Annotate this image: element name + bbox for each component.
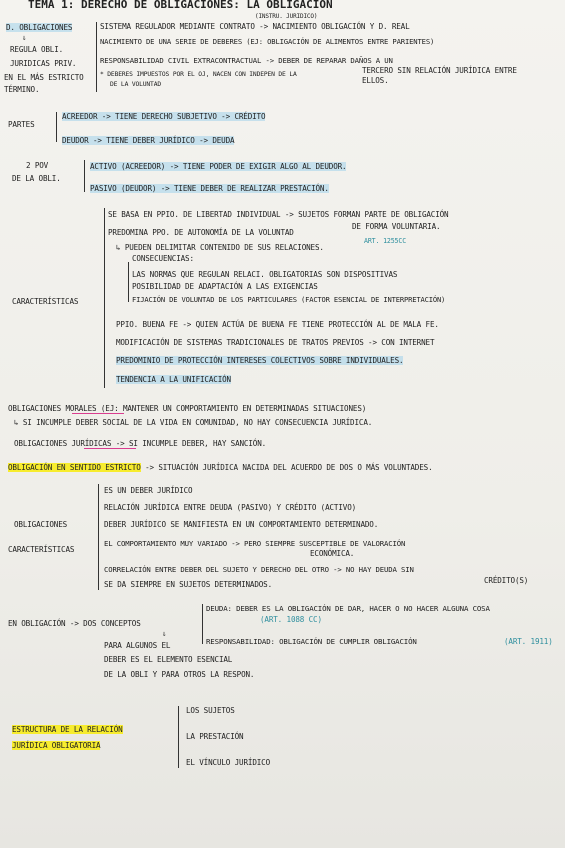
bracket — [96, 22, 97, 92]
list-item: PREDOMINA PPO. DE AUTONOMÍA DE LA VOLUNTAD — [108, 228, 294, 237]
responsabilidad-definition: RESPONSABILIDAD: OBLIGACIÓN DE CUMPLIR OBLIGACIÓN — [206, 637, 417, 646]
obligaciones-morales: OBLIGACIONES MORALES (EJ: MANTENER UN COMPORTAMIENTO EN DETERMINADAS SITUACIONES) — [8, 404, 367, 413]
pov-label: DE LA OBLI. — [12, 174, 61, 183]
deuda-definition: DEUDA: DEBER ES LA OBLIGACIÓN DE DAR, HACER O NO HACER ALGUNA COSA — [206, 604, 490, 613]
estructura-heading: JURÍDICA OBLIGATORIA — [12, 741, 101, 750]
down-arrow: ⇓ — [22, 33, 27, 42]
note-line: DEBER ES EL ELEMENTO ESENCIAL — [104, 655, 233, 664]
article-reference: (ART. 1911) — [504, 637, 553, 646]
caracteristicas-label: CARACTERÍSTICAS — [8, 545, 75, 554]
note-line: PARA ALGUNOS EL — [104, 641, 171, 650]
list-item: ACTIVO (ACREEDOR) -> TIENE PODER DE EXIGIR ALGO AL DEUDOR. — [90, 162, 347, 171]
article-reference: (ART. 1088 CC) — [260, 615, 322, 624]
list-item: MODIFICACIÓN DE SISTEMAS TRADICIONALES DE TRATOS PREVIOS -> CON INTERNET — [116, 338, 435, 347]
article-reference: ART. 1255CC — [364, 237, 407, 245]
bracket — [84, 160, 85, 192]
bracket — [202, 604, 203, 644]
page-title: TEMA 1: DERECHO DE OBLIGACIONES: LA OBLIGACION — [28, 0, 333, 11]
obligaciones-label: OBLIGACIONES — [14, 520, 68, 529]
section-heading-derecho-obligaciones: D. OBLIGACIONES — [6, 23, 73, 32]
list-item: CRÉDITO(S) — [484, 576, 529, 585]
note-line: DE LA OBLI Y PARA OTROS LA RESPON. — [104, 670, 255, 679]
list-item: CORRELACIÓN ENTRE DEBER DEL SUJETO Y DERECHO DEL OTRO -> NO HAY DEUDA SIN — [104, 565, 414, 574]
down-arrow: ⇓ — [162, 629, 167, 638]
list-item: ↳ PUEDEN DELIMITAR CONTENIDO DE SUS RELACIONES. — [116, 243, 324, 252]
list-item: PPIO. BUENA FE -> QUIEN ACTÚA DE BUENA FE TIENE PROTECCIÓN AL DE MALA FE. — [116, 320, 439, 329]
list-item: EL COMPORTAMIENTO MUY VARIADO -> PERO SIEMPRE SUSCEPTIBLE DE VALORACIÓN — [104, 539, 406, 548]
list-item: DEBER JURÍDICO SE MANIFIESTA EN UN COMPORTAMIENTO DETERMINADO. — [104, 520, 379, 529]
side-note: EN EL MÁS ESTRICTO — [4, 73, 84, 82]
list-item: TERCERO SIN RELACIÓN JURÍDICA ENTRE — [362, 66, 517, 75]
obligaciones-juridicas: OBLIGACIONES JURÍDICAS -> SI INCUMPLE DEBER, HAY SANCIÓN. — [14, 439, 267, 448]
list-item: EL VÍNCULO JURÍDICO — [186, 758, 271, 767]
title-note: (INSTRU. JURIDICO) — [255, 13, 318, 20]
underline — [84, 448, 136, 449]
list-item: SE BASA EN PPIO. DE LIBERTAD INDIVIDUAL -> SUJETOS FORMAN PARTE DE OBLIGACIÓN — [108, 210, 449, 219]
list-item: ELLOS. — [362, 76, 389, 85]
list-item: DEUDOR -> TIENE DEBER JURÍDICO -> DEUDA — [62, 136, 235, 145]
list-item: NACIMIENTO DE UNA SERIE DE DEBERES (EJ: OBLIGACIÓN DE ALIMENTOS ENTRE PARIENTES) — [100, 37, 435, 46]
list-item: PREDOMINIO DE PROTECCIÓN INTERESES COLECTIVOS SOBRE INDIVIDUALES. — [116, 356, 404, 365]
list-item: LAS NORMAS QUE REGULAN RELACI. OBLIGATORIAS SON DISPOSITIVAS — [132, 270, 398, 279]
bracket — [128, 262, 129, 302]
list-item: LOS SUJETOS — [186, 706, 235, 715]
estructura-heading: ESTRUCTURA DE LA RELACIÓN — [12, 725, 123, 734]
list-item: DE FORMA VOLUNTARIA. — [352, 222, 441, 231]
list-item: FIJACIÓN DE VOLUNTAD DE LOS PARTICULARES (FACTOR ESENCIAL DE INTERPRETACIÓN) — [132, 295, 446, 304]
bracket — [56, 112, 57, 142]
obligaciones-morales-consequence: ↳ SI INCUMPLE DEBER SOCIAL DE LA VIDA EN COMUNIDAD, NO HAY CONSECUENCIA JURÍDICA. — [14, 418, 373, 427]
bracket — [104, 208, 105, 388]
bracket — [98, 484, 99, 590]
dos-conceptos: EN OBLIGACIÓN -> DOS CONCEPTOS — [8, 619, 141, 628]
list-item: SISTEMA REGULADOR MEDIANTE CONTRATO -> NACIMIENTO OBLIGACIÓN Y D. REAL — [100, 22, 410, 31]
partes-label: PARTES — [8, 120, 35, 129]
list-item: TENDENCIA A LA UNIFICACIÓN — [116, 375, 231, 384]
list-item: ES UN DEBER JURÍDICO — [104, 486, 193, 495]
side-note: TÉRMINO. — [4, 85, 40, 94]
list-item: RELACIÓN JURÍDICA ENTRE DEUDA (PASIVO) Y CRÉDITO (ACTIVO) — [104, 503, 357, 512]
list-item: ECONÓMICA. — [310, 549, 355, 558]
list-item: RESPONSABILIDAD CIVIL EXTRACONTRACTUAL -> DEBER DE REPARAR DAÑOS A UN — [100, 56, 393, 65]
list-item: POSIBILIDAD DE ADAPTACIÓN A LAS EXIGENCIAS — [132, 282, 318, 291]
consequences-heading: CONSECUENCIAS: — [132, 254, 194, 263]
list-item: LA PRESTACIÓN — [186, 732, 244, 741]
caracteristicas-label: CARACTERÍSTICAS — [12, 297, 79, 306]
side-note: JURIDICAS PRIV. — [10, 59, 77, 68]
list-item: ACREEDOR -> TIENE DERECHO SUBJETIVO -> CRÉDITO — [62, 112, 266, 121]
list-item: PASIVO (DEUDOR) -> TIENE DEBER DE REALIZAR PRESTACIÓN. — [90, 184, 329, 193]
pov-label: 2 POV — [26, 161, 49, 170]
list-item: SE DA SIEMPRE EN SUJETOS DETERMINADOS. — [104, 580, 273, 589]
underline — [72, 413, 124, 414]
side-note: REGULA OBLI. — [10, 45, 64, 54]
list-item: * DEBERES IMPUESTOS POR EL OJ, NACEN CON INDEPEN DE LA — [100, 71, 297, 78]
bracket — [178, 706, 179, 768]
sentido-estricto-heading: OBLIGACIÓN EN SENTIDO ESTRICTO -> SITUACIÓN JURÍDICA NACIDA DEL ACUERDO DE DOS O MÁS VOLUNTADES. — [8, 463, 433, 472]
list-item: DE LA VOLUNTAD — [110, 81, 161, 88]
